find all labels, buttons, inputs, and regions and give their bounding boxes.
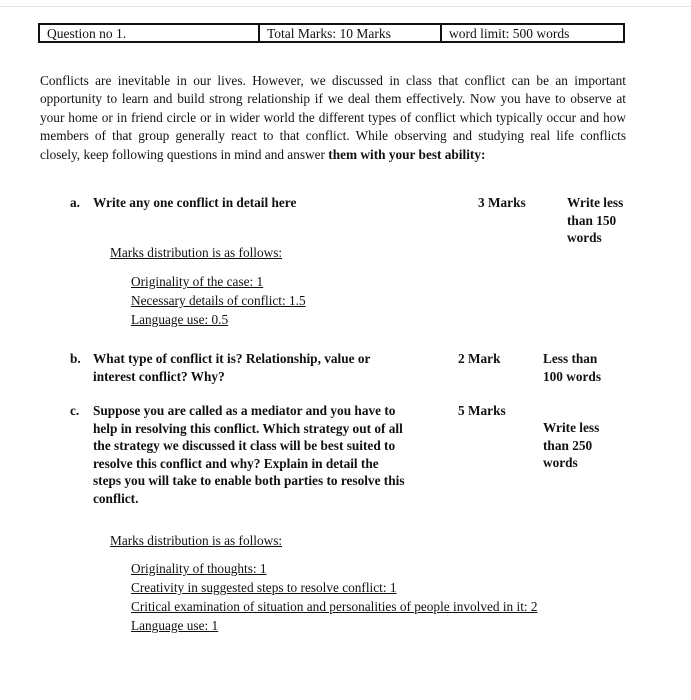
distribution-item: Originality of thoughts: 1 <box>131 561 267 576</box>
question-c-word-limit <box>543 419 599 472</box>
total-marks-cell: Total Marks: 10 Marks <box>260 25 442 41</box>
intro-text: Conflicts are inevitable in our lives. However, we discussed in class that conflict can be an important opportunity to learn and build strong relationship if we deal them effectively. Now you have to observe at your home or in friend circle or in wider world the different types of conflict which typically occur and how members of that group generally react to that conflict. While observing and studying real life conflicts closely, keep following questions in mind and answer <box>40 73 626 162</box>
question-b-marks: 2 Mark <box>458 351 501 366</box>
limit-line: Write less <box>543 420 600 435</box>
intro-last-line: them with your best ability: <box>328 146 486 162</box>
question-a-letter: a. <box>70 195 80 210</box>
limit-line: than 250 <box>543 437 593 453</box>
limit-line: words <box>567 230 602 245</box>
question-a-distribution-title: Marks distribution is as follows: <box>110 245 283 260</box>
distribution-item: Creativity in suggested steps to resolve conflict: 1 <box>131 580 397 595</box>
question-line: steps you will take to enable both parties to resolve this <box>93 473 405 488</box>
question-line: help in resolving this conflict. Which strategy out of all <box>93 420 403 436</box>
question-a-word-limit <box>567 194 623 247</box>
question-line: Suppose you are called as a mediator and you have to <box>93 403 396 418</box>
question-c-marks: 5 Marks <box>458 403 506 418</box>
limit-line: Less than <box>543 351 598 366</box>
question-b-word-limit <box>543 350 601 385</box>
limit-line: than 150 <box>567 212 617 228</box>
question-number-cell: Question no 1. <box>40 25 260 41</box>
distribution-item: Critical examination of situation and personalities of people involved in it: 2 <box>131 599 538 614</box>
page-top-border <box>0 6 691 7</box>
word-limit-cell: word limit: 500 words <box>449 26 570 41</box>
distribution-item: Necessary details of conflict: 1.5 <box>131 293 306 308</box>
question-header-table <box>38 23 625 43</box>
question-line: interest conflict? Why? <box>93 368 225 384</box>
question-b-letter: b. <box>70 351 81 366</box>
question-c-letter: c. <box>70 403 80 418</box>
question-c-text <box>93 402 453 507</box>
intro-paragraph <box>40 72 626 164</box>
distribution-item: Language use: 0.5 <box>131 312 229 327</box>
question-line: resolve this conflict and why? Explain in detail the <box>93 455 379 471</box>
limit-line: words <box>543 455 578 470</box>
question-a-marks: 3 Marks <box>478 195 526 210</box>
question-b-text <box>93 350 453 385</box>
limit-line: 100 words <box>543 368 601 384</box>
question-c-distribution-title: Marks distribution is as follows: <box>110 533 283 548</box>
distribution-item: Language use: 1 <box>131 618 219 633</box>
question-a-text: Write any one conflict in detail here <box>93 195 297 210</box>
distribution-item: Originality of the case: 1 <box>131 274 264 289</box>
question-line: the strategy we discussed it class will be best suited to <box>93 438 396 453</box>
question-line: conflict. <box>93 490 139 506</box>
question-line: What type of conflict it is? Relationship, value or <box>93 351 371 366</box>
limit-line: Write less <box>567 195 624 210</box>
